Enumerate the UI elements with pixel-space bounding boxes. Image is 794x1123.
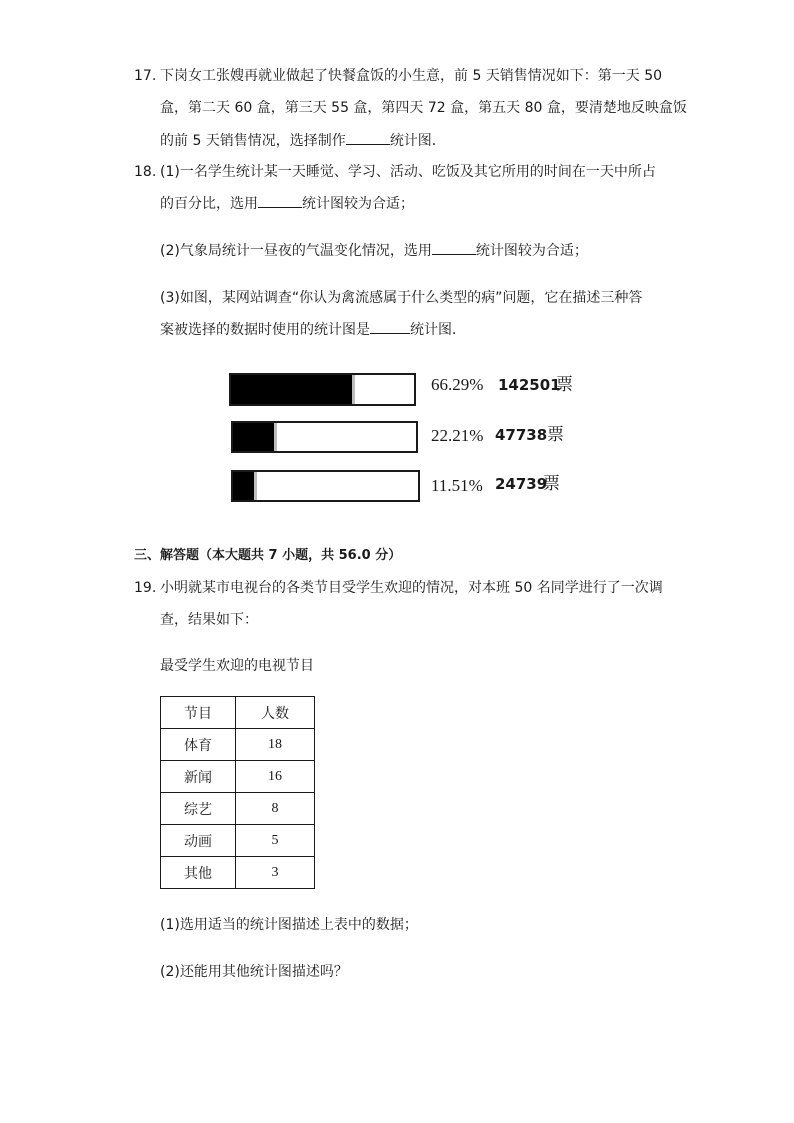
tv-program-table [160, 696, 315, 889]
answer-blank [258, 193, 302, 208]
q17-line3-pre: 的前 5 天销售情况，选择制作 [160, 133, 346, 149]
q18-p1-line1: (1)一名学生统计某一天睡觉、学习、活动、吃饭及其它所用的时间在一天中所占 [160, 164, 656, 180]
q18-p2 [160, 240, 588, 261]
table-row [161, 761, 315, 793]
votes-unit: 票 [556, 375, 573, 395]
percent-label: 66.29% [431, 375, 484, 394]
q17-line1: 下岗女工张嫂再就业做起了快餐盒饭的小生意，前 5 天销售情况如下：第一天 50 [160, 68, 663, 84]
table-header-cell: 节目 [161, 697, 236, 729]
table-cell: 新闻 [161, 761, 236, 793]
q18-p3-line1: (3)如图，某网站调查“你认为禽流感属于什么类型的病”问题，它在描述三种答 [160, 290, 643, 306]
q18-p3-line2-pre: 案被选择的数据时使用的统计图是 [160, 322, 370, 338]
bar-fill-edge [254, 472, 257, 500]
q17-line3-post: 统计图． [389, 133, 446, 149]
votes-label: 142501 [498, 376, 561, 394]
q17-number: 17. [134, 68, 157, 84]
q18-number: 18. [134, 164, 157, 180]
votes-unit: 票 [543, 474, 560, 494]
bar-fill-edge [274, 423, 277, 451]
q17-line3 [160, 130, 446, 151]
table-cell: 动画 [161, 825, 236, 857]
q18-p1-line2-pre: 的百分比，选用 [160, 196, 258, 212]
table-cell: 8 [236, 793, 315, 825]
percent-label: 22.21% [431, 426, 484, 445]
q18-p2-pre: (2)气象局统计一昼夜的气温变化情况，选用 [160, 243, 432, 259]
bar-fill [233, 423, 274, 451]
q18-p1-line2 [160, 193, 414, 214]
q18-p3-line2-post: 统计图． [410, 322, 466, 338]
table-cell: 综艺 [161, 793, 236, 825]
q19-sub2: (2)还能用其他统计图描述吗？ [160, 964, 348, 980]
bar-track [231, 470, 420, 502]
table-title: 最受学生欢迎的电视节目 [160, 658, 314, 674]
table-row [161, 729, 315, 761]
percent-label: 11.51% [431, 476, 483, 495]
bar-fill [233, 472, 254, 500]
q18-p2-post: 统计图较为合适； [475, 243, 588, 259]
votes-label: 24739 [495, 475, 548, 493]
q19-sub1: (1)选用适当的统计图描述上表中的数据； [160, 917, 418, 933]
table-cell: 16 [236, 761, 315, 793]
q19-line1: 小明就某市电视台的各类节目受学生欢迎的情况，对本班 50 名同学进行了一次调 [160, 580, 663, 596]
bar-track [231, 421, 418, 453]
bar-fill-edge [352, 375, 355, 404]
q17-line2: 盒，第二天 60 盒，第三天 55 盒，第四天 72 盒，第五天 80 盒，要清楚地反映盒饭 [160, 100, 687, 116]
q18-p1-line2-post: 统计图较为合适； [302, 196, 414, 212]
q18-p3-line2 [160, 319, 466, 340]
votes-unit: 票 [547, 425, 564, 445]
table-row [161, 857, 315, 889]
bar-track [229, 373, 416, 406]
table-row [161, 825, 315, 857]
table-header-cell: 人数 [236, 697, 315, 729]
q19-number: 19. [134, 580, 157, 596]
section-title: 三、解答题（本大题共 7 小题，共 56.0 分） [134, 548, 402, 563]
answer-blank [346, 130, 390, 145]
table-row [161, 793, 315, 825]
table-cell: 18 [236, 729, 315, 761]
table-cell: 3 [236, 857, 315, 889]
table-cell: 5 [236, 825, 315, 857]
votes-label: 47738 [495, 426, 548, 444]
q19-line2: 查，结果如下： [160, 612, 258, 628]
bar-fill [231, 375, 352, 404]
answer-blank [370, 319, 410, 334]
table-cell: 体育 [161, 729, 236, 761]
table-cell: 其他 [161, 857, 236, 889]
table-header-row [161, 697, 315, 729]
answer-blank [432, 240, 476, 255]
